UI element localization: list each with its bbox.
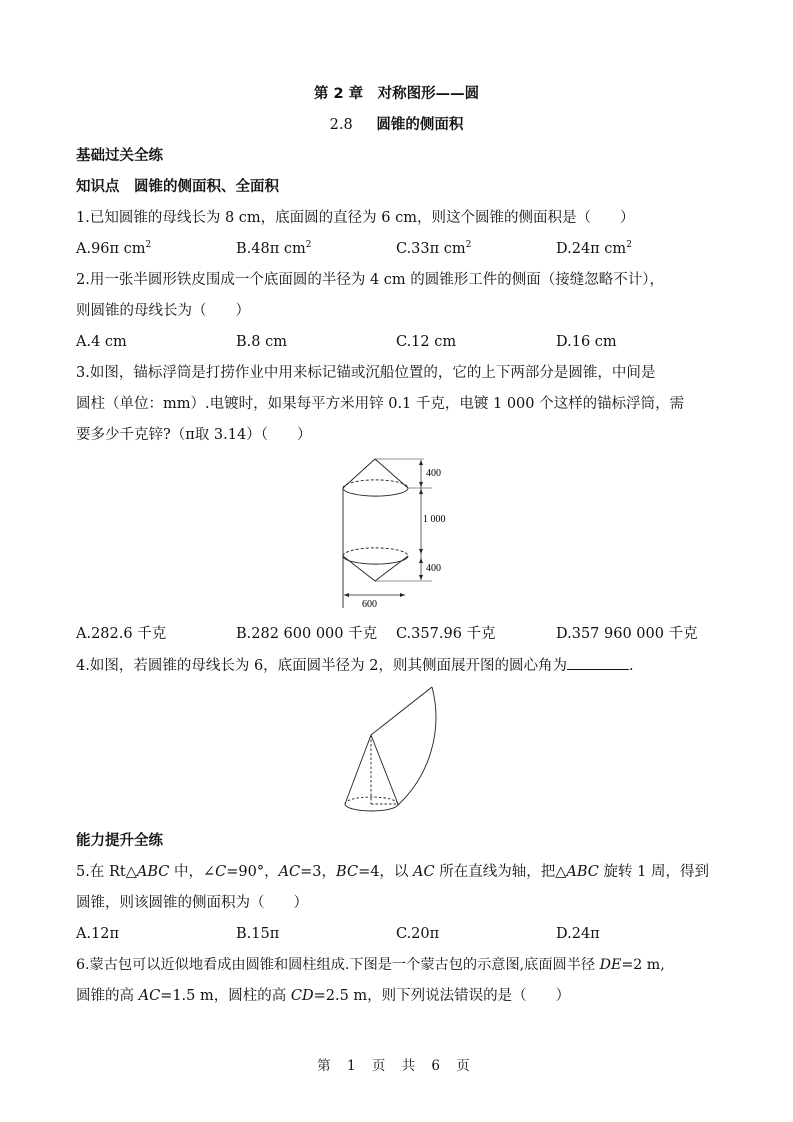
q1-option-a: A.96π $cm^2$ (76, 240, 152, 257)
sector-radius (371, 687, 432, 735)
q1-option-b: B.48π $cm^2$ (236, 240, 312, 257)
base-ellipse-front (345, 804, 398, 811)
q5-stem-line2: 圆锥，则该圆锥的侧面积为（ ） (76, 895, 308, 911)
knowledge-point: 知识点 圆锥的侧面积、全面积 (76, 179, 279, 195)
q6-stem-line1: 6.蒙古包可以近似地看成由圆锥和圆柱组成.下图是一个蒙古包的示意图,底面圆半径 DE=2 m, (76, 957, 665, 973)
q2-option-d: D.16 cm (556, 334, 617, 350)
cone-left-edge (345, 735, 371, 804)
q1-option-c: C.33π $cm^2$ (396, 240, 472, 257)
dim-bottom-cone: 400 (426, 563, 441, 574)
dim-cylinder: 1 000 (423, 514, 446, 525)
base-ellipse-back (345, 797, 398, 804)
section-number: 2.8 (329, 117, 353, 133)
part1-title: 基础过关全练 (76, 148, 163, 164)
q5-option-d: D.24π (556, 926, 600, 942)
q2-option-b: B.8 cm (236, 334, 287, 350)
q5-stem-line1: 5.在 Rt△ABC 中，∠C=90°，AC=3，BC=4，以 AC 所在直线为轴，把△ABC 旋转 1 周，得到 (76, 864, 709, 880)
q3-option-a: A.282.6 千克 (76, 626, 167, 642)
dim-diameter: 600 (362, 599, 377, 610)
section-name: 圆锥的侧面积 (376, 117, 464, 133)
page-footer: 第 1 页 共 6 页 (317, 1058, 476, 1074)
q3-option-c: C.357.96 千克 (396, 626, 496, 642)
cone-right-edge (371, 735, 398, 804)
q4-stem: 4.如图，若圆锥的母线长为 6，底面圆半径为 2，则其侧面展开图的圆心角为 . (76, 655, 634, 676)
sector-arc (398, 687, 436, 805)
q2-option-c: C.12 cm (396, 334, 457, 350)
part2-title: 能力提升全练 (76, 833, 163, 849)
chapter-title: 第 2 章 对称图形——圆 (313, 86, 480, 102)
q5-option-c: C.20π (396, 926, 440, 942)
q3-option-b: B.282 600 000 千克 (236, 626, 378, 642)
q5-option-a: A.12π (76, 926, 120, 942)
q5-option-b: B.15π (236, 926, 280, 942)
q1-option-d: D.24π $cm^2$ (556, 240, 632, 257)
q3-stem-line2: 圆柱（单位：mm）.电镀时，如果每平方米用锌 0.1 千克，电镀 1 000 个这样的锚标浮筒，需 (76, 396, 685, 412)
q2-stem-line2: 则圆锥的母线长为（ ） (76, 303, 250, 319)
q3-option-d: D.357 960 000 千克 (556, 626, 698, 642)
q2-option-a: A.4 cm (76, 334, 127, 350)
q3-stem-line3: 要多少千克锌?（π取 3.14）（ ） (76, 427, 312, 443)
q6-stem-line2: 圆锥的高 AC=1.5 m，圆柱的高 CD=2.5 m，则下列说法错误的是（ ） (76, 988, 571, 1004)
q3-stem-line1: 3.如图，锚标浮筒是打捞作业中用来标记锚或沉船位置的，它的上下两部分是圆锥，中间是 (76, 365, 656, 381)
q2-stem-line1: 2.用一张半圆形铁皮围成一个底面圆的半径为 4 cm 的圆锥形工件的侧面（接缝忽略不计）， (76, 272, 665, 288)
q1-stem: 1.已知圆锥的母线长为 8 cm，底面圆的直径为 6 cm，则这个圆锥的侧面积是（ ） (76, 210, 635, 226)
dim-top-cone: 400 (426, 468, 441, 479)
